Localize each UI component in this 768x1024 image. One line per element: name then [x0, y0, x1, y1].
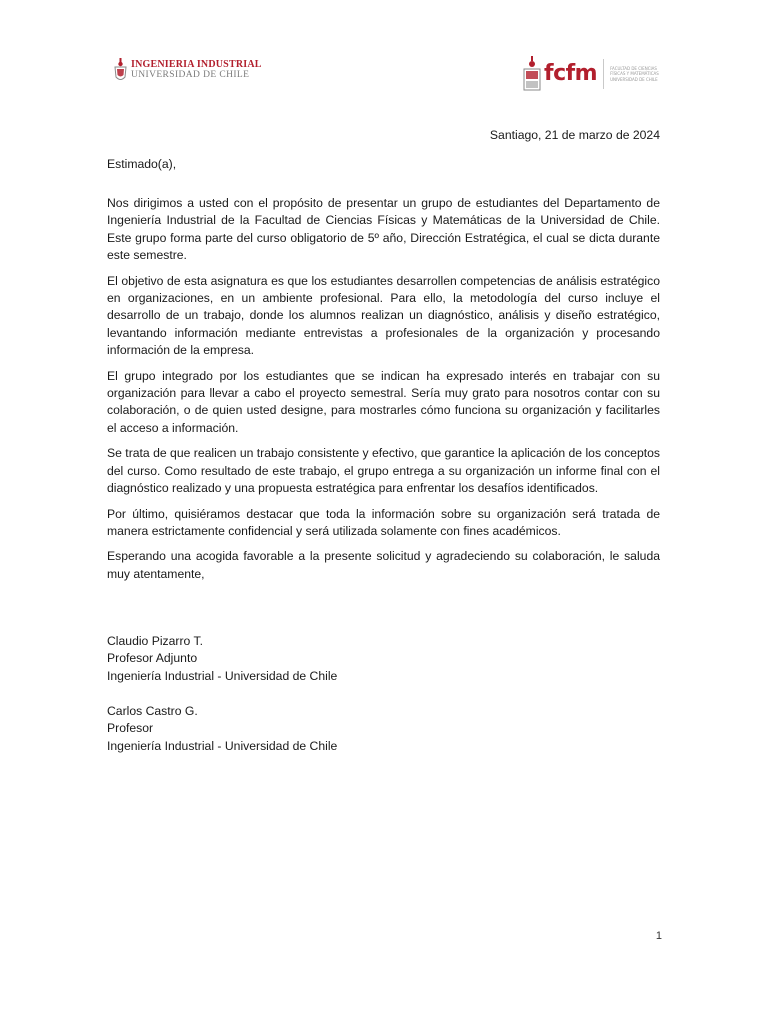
signatory-name: Carlos Castro G. — [107, 704, 198, 718]
fcfm-wordmark: fcfm — [544, 61, 598, 86]
logo-line-ingenieria: INGENIERIA INDUSTRIAL — [131, 58, 262, 70]
letter-body — [107, 195, 660, 591]
fcfm-sub-line-2: FÍSICAS Y MATEMÁTICAS — [610, 71, 659, 77]
ingenieria-industrial-wordmark — [131, 60, 262, 81]
paragraph-deliverable: Se trata de que realicen un trabajo consistente y efectivo, que garantice la aplicación de los conceptos del curso. Como resultado de este trabajo, el grupo entrega a su organización un informe final con el diagnóstico realizado y una propuesta estratégica para enfrentar los desafíos identificados. — [107, 446, 660, 496]
signature-block-2 — [107, 703, 337, 755]
signature-block-1 — [107, 633, 337, 685]
paragraph-introduction: Nos dirigimos a usted con el propósito de presentar un grupo de estudiantes del Departamento de Ingeniería Industrial de la Facultad de Ciencias Físicas y Matemáticas de la Universidad de Chile. Este grupo forma parte del curso obligatorio de 5º año, Dirección Estratégica, el cual se dicta durante este semestre. — [107, 196, 660, 263]
ingenieria-industrial-logo — [114, 58, 262, 82]
page-number: 1 — [655, 930, 662, 942]
signatory-affiliation: Ingeniería Industrial - Universidad de Chile — [107, 668, 338, 683]
fcfm-subtitle — [610, 66, 659, 82]
logo-line-universidad: UNIVERSIDAD DE CHILE — [131, 69, 250, 80]
paragraph-group-interest: El grupo integrado por los estudiantes que se indican ha expresado interés en trabajar con su organización para llevar a cabo el proyecto semestral. Sería muy grato para nosotros contar con su colaboración, o de quien usted designe, para mostrarles cómo funciona su organización y facilitarles el acceso a información. — [107, 368, 660, 435]
fcfm-sub-line-3: UNIVERSIDAD DE CHILE — [610, 76, 658, 82]
university-crest-icon — [114, 58, 127, 82]
letter-salutation: Estimado(a), — [107, 157, 177, 171]
paragraph-objective: El objetivo de esta asignatura es que los estudiantes desarrollen competencias de análisis estratégico en organizaciones, en un ambiente profesional. Para ello, la metodología del curso incluye el desarrollo de un trabajo, donde los alumnos realizan un diagnóstico, análisis y diseño estratégico, levantando información mediante entrevistas a profesionales de la organización y procesando información de la empresa. — [107, 273, 660, 358]
signatory-title: Profesor — [107, 721, 154, 736]
paragraph-confidentiality: Por último, quisiéramos destacar que toda la información sobre su organización será tratada de manera estrictamente confidencial y será utilizada solamente con fines académicos. — [107, 506, 660, 538]
letter-date: Santiago, 21 de marzo de 2024 — [489, 128, 660, 142]
fcfm-crest-icon — [523, 56, 541, 92]
fcfm-logo — [523, 54, 659, 94]
signatory-title: Profesor Adjunto — [107, 651, 198, 666]
signatory-name: Claudio Pizarro T. — [107, 634, 203, 648]
signatory-affiliation: Ingeniería Industrial - Universidad de Chile — [107, 738, 338, 753]
fcfm-sub-line-1: FACULTAD DE CIENCIAS — [610, 66, 657, 72]
paragraph-closing: Esperando una acogida favorable a la presente solicitud y agradeciendo su colaboración, le saluda muy atentamente, — [107, 549, 660, 581]
logo-divider — [603, 59, 604, 89]
